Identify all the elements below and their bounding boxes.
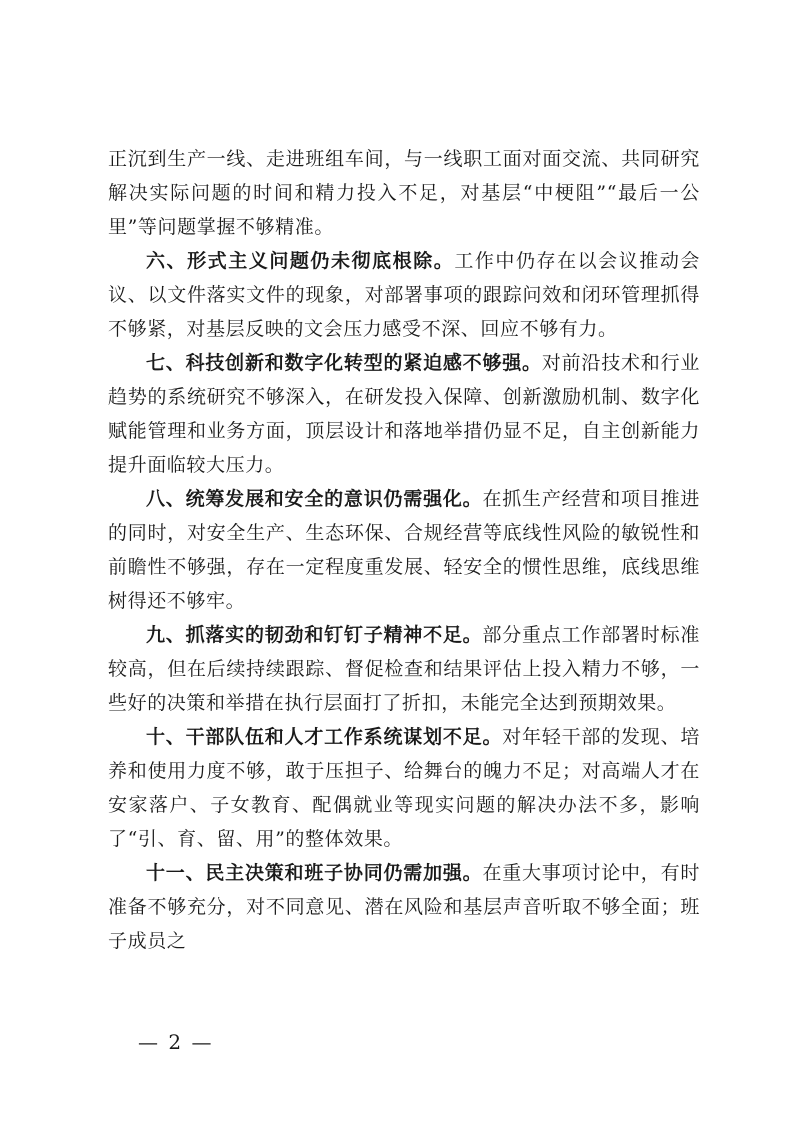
section-heading: 十一、民主决策和班子协同仍需加强。	[146, 862, 483, 884]
section-heading: 六、形式主义问题仍未彻底根除。	[146, 250, 455, 272]
section-heading: 九、抓落实的韧劲和钉钉子精神不足。	[146, 624, 483, 646]
page-number: — 2 —	[138, 1030, 214, 1054]
section-body: 在重大事项讨论中，有时准备不够充分，对不同意见、潜在风险和基层声音听取不够全面；班子成员之	[108, 862, 700, 952]
section-paragraph	[108, 720, 700, 856]
intro-continuation-text: 正沉到生产一线、走进班组车间，与一线职工面对面交流、共同研究解决实际问题的时间和精力投入不足，对基层“中梗阻”“最后一公里”等问题掌握不够精准。	[108, 148, 700, 238]
section-body: 对年轻干部的发现、培养和使用力度不够，敢于压担子、给舞台的魄力不足；对高端人才在安家落户、子女教育、配偶就业等现实问题的解决办法不多，影响了“引、育、留、用”的整体效果。	[108, 726, 700, 850]
section-paragraph	[108, 244, 700, 346]
section-body: 工作中仍存在以会议推动会议、以文件落实文件的现象，对部署事项的跟踪问效和闭环管理抓得不够紧，对基层反映的文会压力感受不深、回应不够有力。	[108, 250, 700, 340]
section-body: 对前沿技术和行业趋势的系统研究不够深入，在研发投入保障、创新激励机制、数字化赋能管理和业务方面，顶层设计和落地举措仍显不足，自主创新能力提升面临较大压力。	[108, 352, 700, 476]
section-paragraph	[108, 618, 700, 720]
section-paragraph	[108, 346, 700, 482]
section-heading: 十、干部队伍和人才工作系统谋划不足。	[146, 726, 503, 748]
section-paragraph	[108, 856, 700, 958]
section-body: 在抓生产经营和项目推进的同时，对安全生产、生态环保、合规经营等底线性风险的敏锐性和前瞻性不够强，存在一定程度重发展、轻安全的惯性思维，底线思维树得还不够牢。	[108, 488, 700, 612]
intro-continuation-paragraph	[108, 142, 700, 244]
section-heading: 七、科技创新和数字化转型的紧迫感不够强。	[146, 352, 542, 374]
section-paragraph	[108, 482, 700, 618]
section-body: 部分重点工作部署时标准较高，但在后续持续跟踪、督促检查和结果评估上投入精力不够，一些好的决策和举措在执行层面打了折扣，未能完全达到预期效果。	[108, 624, 700, 714]
section-heading: 八、统筹发展和安全的意识仍需强化。	[146, 488, 483, 510]
document-body	[108, 142, 700, 958]
